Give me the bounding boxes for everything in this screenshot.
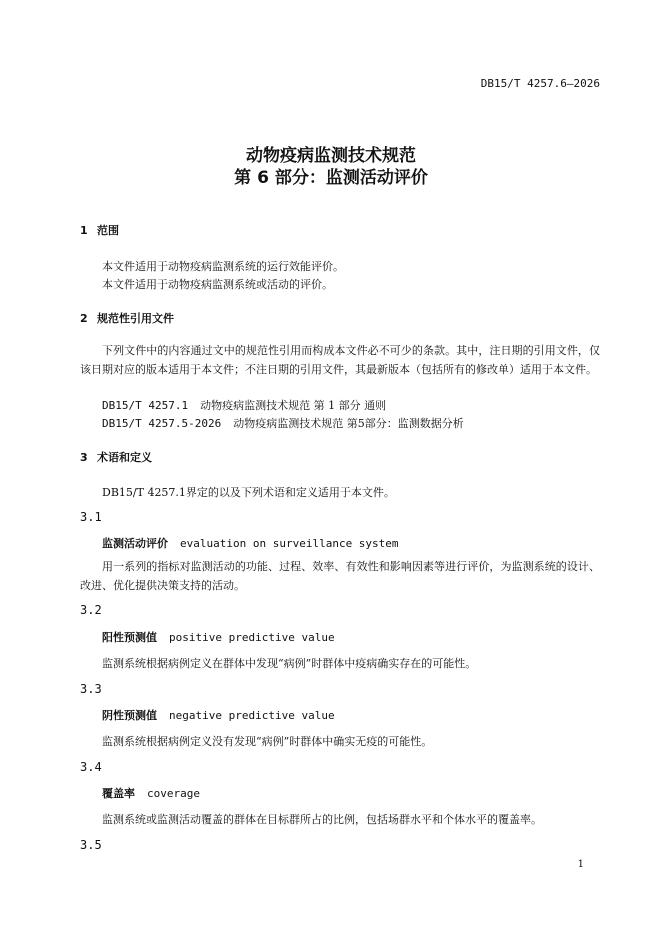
- term-entry: [102, 535, 399, 551]
- section-title: 范围: [97, 224, 119, 237]
- term-entry: [102, 707, 335, 723]
- term-clause-number: 3.1: [80, 510, 102, 524]
- section-heading-scope: [80, 222, 119, 238]
- section-title: 术语和定义: [97, 451, 152, 464]
- term-clause-number: 3.3: [80, 682, 102, 696]
- term-english: negative predictive value: [169, 709, 335, 722]
- reference-item: [102, 415, 464, 431]
- term-english: evaluation on surveillance system: [180, 537, 399, 550]
- term-definition: 监测系统根据病例定义没有发现“病例”时群体中确实无疫的可能性。: [102, 735, 433, 748]
- reference-item: [102, 397, 386, 413]
- document-number: DB15/T 4257.6—2026: [480, 77, 600, 90]
- term-clause-number: 3.2: [80, 603, 102, 617]
- terms-intro: DB15/T 4257.1界定的以及下列术语和定义适用于本文件。: [102, 486, 395, 499]
- term-chinese: 覆盖率: [102, 787, 135, 800]
- section-heading-terms: [80, 449, 152, 465]
- term-chinese: 监测活动评价: [102, 537, 168, 550]
- title-main: 动物疫病监测技术规范: [246, 146, 416, 166]
- section-number: 2: [80, 312, 88, 325]
- section-heading-normative: [80, 310, 174, 326]
- term-entry: [102, 785, 200, 801]
- term-entry: [102, 629, 335, 645]
- term-clause-number: 3.5: [80, 838, 102, 852]
- section-title: 规范性引用文件: [97, 312, 174, 325]
- title-part: 第 6 部分：监测活动评价: [234, 168, 428, 188]
- term-definition: 监测系统或监测活动覆盖的群体在目标群所占的比例，包括场群水平和个体水平的覆盖率。: [102, 813, 542, 826]
- term-clause-number: 3.4: [80, 760, 102, 774]
- reference-code: DB15/T 4257.5-2026: [102, 417, 222, 430]
- term-english: coverage: [147, 787, 200, 800]
- term-chinese: 阴性预测值: [102, 709, 157, 722]
- term-definition: 用一系列的指标对监测活动的功能、过程、效率、有效性和影响因素等进行评价，为监测系统的设计、改进、优化提供决策支持的活动。: [80, 560, 600, 592]
- term-chinese: 阳性预测值: [102, 631, 157, 644]
- scope-paragraph-1: 本文件适用于动物疫病监测系统的运行效能评价。: [102, 260, 344, 273]
- term-definition: 监测系统根据病例定义在群体中发现“病例”时群体中疫病确实存在的可能性。: [102, 657, 477, 670]
- reference-code: DB15/T 4257.1: [102, 399, 189, 412]
- page-number: 1: [577, 859, 584, 870]
- section-number: 1: [80, 224, 88, 237]
- normative-intro: 下列文件中的内容通过文中的规范性引用而构成本文件必不可少的条款。其中，注日期的引用文件，仅该日期对应的版本适用于本文件；不注日期的引用文件，其最新版本（包括所有的修改单）适用于本文件。: [80, 344, 600, 376]
- term-english: positive predictive value: [169, 631, 335, 644]
- reference-title: 动物疫病监测技术规范 第 1 部分 通则: [200, 399, 387, 412]
- scope-paragraph-2: 本文件适用于动物疫病监测系统或活动的评价。: [102, 278, 333, 291]
- reference-title: 动物疫病监测技术规范 第5部分：监测数据分析: [233, 417, 464, 430]
- section-number: 3: [80, 451, 88, 464]
